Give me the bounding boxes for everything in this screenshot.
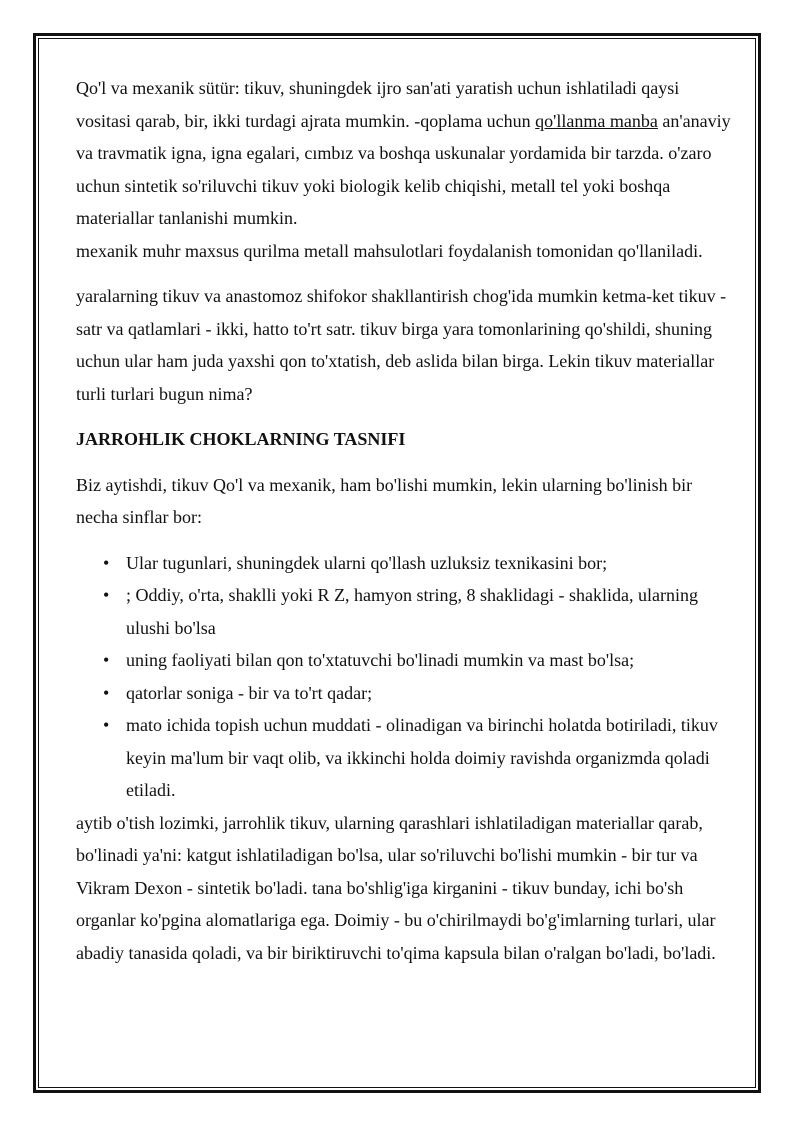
list-item <box>76 547 736 580</box>
document-body <box>76 72 736 969</box>
list-item <box>76 677 736 710</box>
list-item <box>76 579 736 644</box>
bullet-icon: • <box>103 682 110 703</box>
list-item-text: mato ichida topish uchun muddati - olinadigan va birinchi holatda botiriladi, tikuv keyin ma'lum bir vaqt olib, va ikkinchi holda doimiy ravishda organizmda qoladi etiladi. <box>126 715 718 800</box>
list-item-text: Ular tugunlari, shuningdek ularni qo'llash uzluksiz texnikasini bor; <box>126 552 608 573</box>
section-heading: JARROHLIK CHOKLARNING TASNIFI <box>76 429 406 449</box>
paragraph-suture-materials: aytib o'tish lozimki, jarrohlik tikuv, ularning qarashlari ishlatiladigan materiallar qarab, bo'linadi ya'ni: katgut ishlatiladigan bo'lsa, ular so'riluvchi bo'lishi mumkin - bir tur va Vikram Dexon - sintetik bo'ladi. tana bo'shlig'iga kirganini - tikuv bunday, ichi bo'sh organlar ko'pgina alomatlariga ega. Doimiy - bu o'chirilmaydi bo'g'imlarning turlari, ular abadiy tanasida qoladi, va bir biriktiruvchi to'qima kapsula bilan o'ralgan bo'ladi, bo'ladi. <box>76 812 716 963</box>
list-item-text: qatorlar soniga - bir va to'rt qadar; <box>126 682 373 703</box>
bullet-icon: • <box>103 715 110 735</box>
paragraph-intro-text-start: Qo'l va mexanik sütür: tikuv, shuningdek ijro san'ati yaratish uchun ishlatiladi qaysi vositasi qarab, bir, ikki turdagi ajrata mumkin. -qoplama uchun <box>76 78 680 131</box>
paragraph-mechanical-seal: mexanik muhr maxsus qurilma metall mahsulotlari foydalanish tomonidan qo'llaniladi. <box>76 240 703 261</box>
bullet-icon: • <box>103 552 110 573</box>
list-item-text: ; Oddiy, o'rta, shaklli yoki R Z, hamyon string, 8 shaklidagi - shaklida, ularning ulushi bo'lsa <box>126 585 699 638</box>
bullet-icon: • <box>103 650 110 670</box>
list-item <box>76 709 736 807</box>
bullet-icon: • <box>103 585 110 605</box>
paragraph-sutures-layers: yaralarning tikuv va anastomoz shifokor shakllantirish chog'ida mumkin ketma-ket tikuv - satr va qatlamlari - ikki, hatto to'rt satr. tikuv birga yara tomonlarining qo'shildi, shuning uchun ular ham juda yaxshi qon to'xtatish, deb aslida bilan birga. Lekin tikuv materiallar turli turlari bugun nima? <box>76 286 727 404</box>
reference-link[interactable]: qo'llanma manba <box>535 110 658 131</box>
list-item-text: uning faoliyati bilan qon to'xtatuvchi bo'linadi mumkin va mast bo'lsa; <box>126 650 635 670</box>
paragraph-intro <box>76 72 736 235</box>
list-item <box>76 644 736 677</box>
classification-list <box>76 547 736 807</box>
paragraph-intro-text-end: an'anaviy va travmatik igna, igna egalari, cımbız va boshqa uskunalar yordamida bir tarzda. o'zaro uchun sintetik so'riluvchi tikuv yoki biologik kelib chiqishi, metall tel yoki boshqa materiallar tanlanishi mumkin. <box>76 110 731 228</box>
paragraph-classes-intro: Biz aytishdi, tikuv Qo'l va mexanik, ham bo'lishi mumkin, lekin ularning bo'linish bir necha sinflar bor: <box>76 474 693 527</box>
